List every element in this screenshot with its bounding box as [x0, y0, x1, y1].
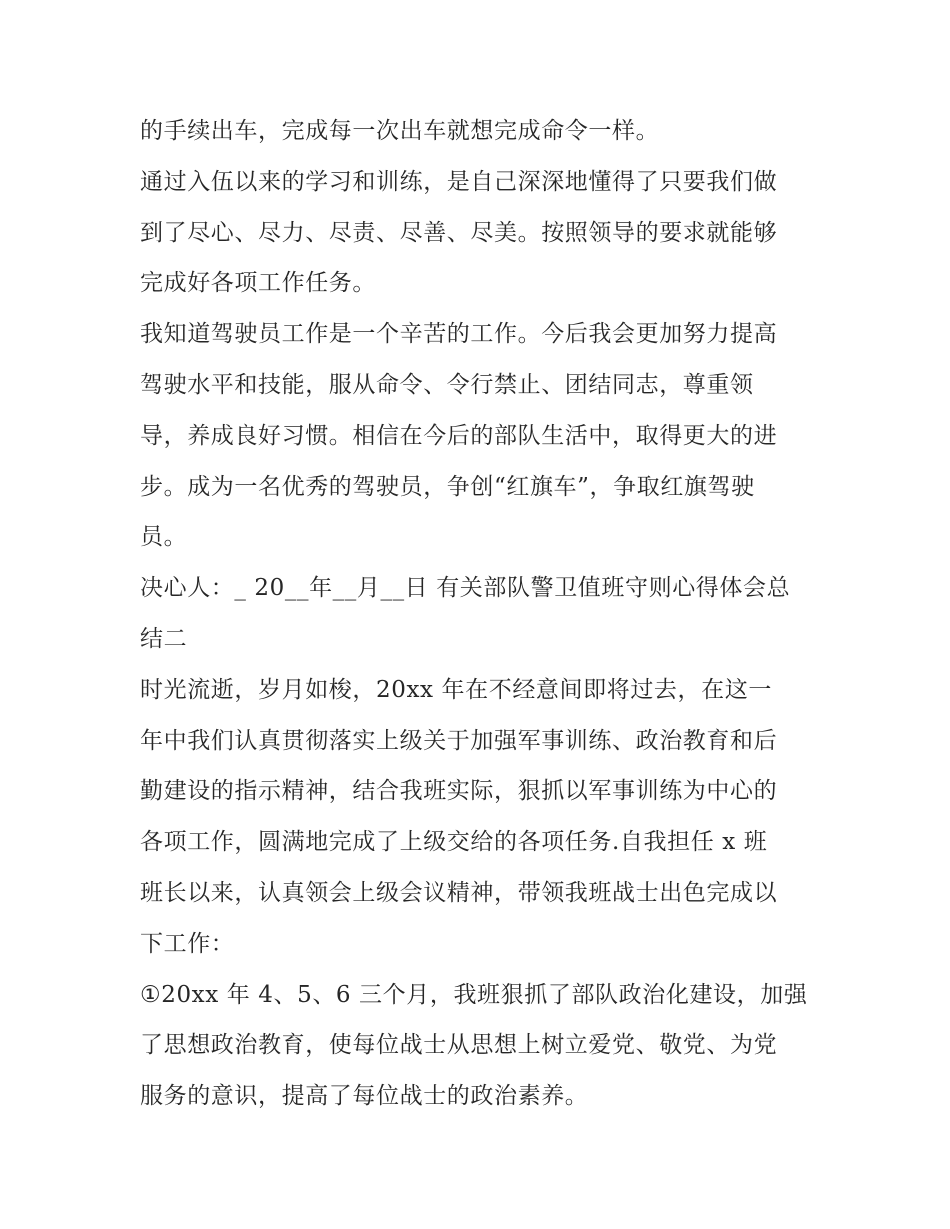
text-line: 员。: [140, 524, 188, 551]
text-line: 时光流逝，岁月如梭，20xx 年在不经意间即将过去，在这一: [140, 676, 772, 703]
text-line: 完成好各项工作任务。: [140, 270, 376, 297]
text-line: 了思想政治教育，使每位战士从思想上树立爱党、敬党、为党: [140, 1032, 778, 1059]
text-line: 驾驶水平和技能，服从命令、令行禁止、团结同志，尊重领: [140, 371, 754, 398]
document-body: [140, 106, 820, 1122]
text-line: 的手续出车，完成每一次出车就想完成命令一样。: [140, 118, 660, 144]
text-line: ①20xx 年 4、5、6 三个月，我班狠抓了部队政治化建设，加强: [140, 981, 808, 1008]
text-line: 我知道驾驶员工作是一个辛苦的工作。今后我会更加努力提高: [140, 321, 778, 348]
text-line: 各项工作，圆满地完成了上级交给的各项任务.自我担任 x 班: [140, 829, 768, 856]
text-line: 到了尽心、尽力、尽责、尽善、尽美。按照领导的要求就能够: [140, 219, 778, 246]
text-line: 决心人：_ 20__年__月__日 有关部队警卫值班守则心得体会总: [140, 575, 791, 602]
text-line: 下工作：: [140, 930, 235, 957]
text-line: 勤建设的指示精神，结合我班实际，狠抓以军事训练为中心的: [140, 778, 778, 805]
text-line: 服务的意识，提高了每位战士的政治素养。: [140, 1083, 589, 1110]
text-line: 导，养成良好习惯。相信在今后的部队生活中，取得更大的进: [140, 422, 778, 449]
text-line: 通过入伍以来的学习和训练，是自己深深地懂得了只要我们做: [140, 168, 778, 195]
text-line: 结二: [140, 625, 188, 652]
text-line: 步。成为一名优秀的驾驶员，争创“红旗车”，争取红旗驾驶: [140, 473, 755, 500]
text-line: 班长以来，认真领会上级会议精神，带领我班战士出色完成以: [140, 879, 778, 906]
text-line: 年中我们认真贯彻落实上级关于加强军事训练、政治教育和后: [140, 727, 778, 754]
